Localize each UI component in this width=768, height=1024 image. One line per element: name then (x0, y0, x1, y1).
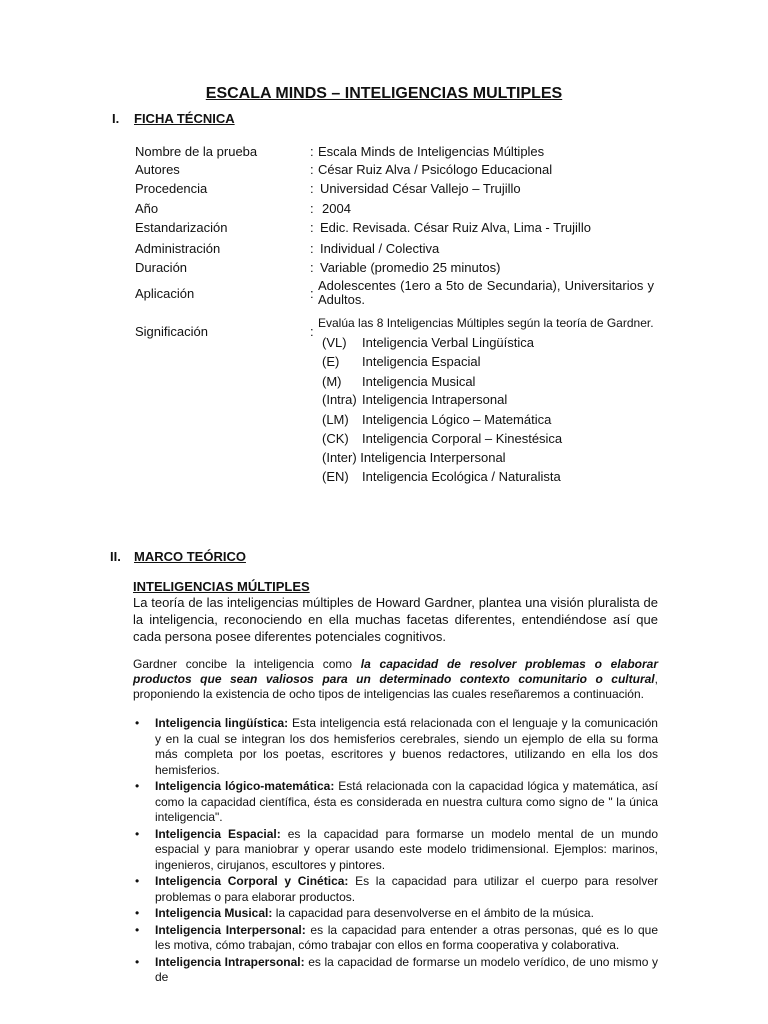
ficha-label: Estandarización (135, 220, 228, 235)
paragraph-intro: La teoría de las inteligencias múltiples de Howard Gardner, plantea una visión pluralista de la inteligencia, reconociendo en ella muchas facetas diferentes, entendiéndose así que cada persona posee diferentes potenciales cognitivos. (133, 595, 658, 644)
list-item (133, 716, 658, 778)
intelligence-item (322, 412, 551, 427)
ficha-label: Procedencia (135, 181, 208, 196)
intelligence-name: Inteligencia Intrapersonal (362, 392, 508, 407)
intelligence-item (322, 354, 481, 369)
subheading: INTELIGENCIAS MÚLTIPLES (133, 579, 310, 594)
section-marco-teorico-heading (110, 549, 246, 564)
section-number: I. (112, 111, 120, 126)
list-item-term: Inteligencia Interpersonal: (155, 922, 306, 937)
intelligence-name: Inteligencia Interpersonal (360, 450, 506, 465)
intelligence-item (322, 450, 506, 465)
ficha-label: Administración (135, 241, 221, 256)
paragraph-text: , proponiendo la existencia de ocho tipos de inteligencias las cuales reseñaremos a continuación. (133, 672, 658, 701)
ficha-value: Adolescentes (1ero a 5to de Secundaria), Universitarios y Adultos. (318, 278, 654, 307)
ficha-colon: : (310, 181, 314, 196)
bullet-icon: • (135, 826, 140, 841)
ficha-value: 2004 (322, 201, 351, 216)
paragraph-emphasis: la capacidad de resolver problemas o elaborar productos que sean valiosos para un determinado contexto comunitario o cultural (133, 657, 658, 686)
list-item-term: Inteligencia Intrapersonal: (155, 954, 305, 969)
ficha-value: Evalúa las 8 Inteligencias Múltiples según la teoría de Gardner. (318, 316, 654, 330)
ficha-value: Escala Minds de Inteligencias Múltiples (318, 144, 545, 159)
intelligence-item (322, 469, 561, 484)
list-item-term: Inteligencia Espacial: (155, 826, 281, 841)
intelligence-abbr: (CK) (322, 431, 349, 446)
ficha-colon: : (310, 241, 314, 256)
list-item-text: es la capacidad para entender a otras personas, qué es lo que les motiva, cómo trabajan, cómo trabajar con ellos en forma cooperativa y colaborativa. (155, 922, 659, 952)
list-item-text: Es la capacidad para utilizar el cuerpo para resolver problemas o para elaborar productos. (155, 874, 659, 904)
intelligence-abbr: (VL) (322, 335, 347, 350)
bullet-icon: • (135, 922, 140, 937)
ficha-label: Significación (135, 324, 208, 339)
bullet-icon: • (135, 716, 140, 730)
ficha-colon: : (310, 324, 314, 339)
section-label: MARCO TEÓRICO (134, 549, 246, 564)
document-title: ESCALA MINDS – INTELIGENCIAS MULTIPLES (205, 85, 563, 102)
paragraph-text: Gardner concibe la inteligencia como (133, 657, 361, 671)
intelligence-name: Inteligencia Corporal – Kinestésica (362, 431, 563, 446)
section-number: II. (110, 549, 121, 564)
intelligence-item (322, 374, 475, 389)
list-item (133, 923, 658, 954)
list-item-text: Está relacionada con la capacidad lógica y matemática, así como la capacidad científica, ésta es considerada en nuestra cultura como signo de " la única inteligencia". (155, 779, 658, 824)
ficha-value: Edic. Revisada. César Ruiz Alva, Lima - Trujillo (320, 220, 591, 235)
bullet-icon: • (135, 954, 140, 969)
intelligence-item (322, 431, 562, 446)
list-item-text: es la capacidad para formarse un modelo mental de un mundo espacial y para maniobrar y operar usando este modelo tridimensional. Ejemplos: marinos, ingenieros, cirujanos, escultores y pintores. (155, 826, 658, 872)
ficha-label: Duración (135, 260, 188, 275)
list-item (133, 874, 658, 905)
intelligence-definitions-list (133, 716, 658, 987)
intelligence-name: Inteligencia Lógico – Matemática (362, 412, 552, 427)
list-item-text: Esta inteligencia está relacionada con el lenguaje y la comunicación y en la cual se integran los dos hemisferios cerebrales, siendo un ejemplo de ella su forma más completa por los poetas, escritores y buenos redactores, utilizando en ella los dos hemisferios. (155, 716, 658, 777)
ficha-value: César Ruiz Alva / Psicólogo Educacional (318, 162, 553, 177)
ficha-value: Individual / Colectiva (320, 241, 440, 256)
list-item (133, 827, 658, 874)
ficha-label: Nombre de la prueba (135, 144, 258, 159)
intelligence-abbr: (E) (322, 354, 340, 369)
ficha-colon: : (310, 260, 314, 275)
ficha-colon: : (310, 201, 314, 216)
list-item (133, 779, 658, 826)
ficha-value: Universidad César Vallejo – Trujillo (320, 181, 521, 196)
intelligence-name: Inteligencia Ecológica / Naturalista (362, 469, 561, 484)
ficha-colon: : (310, 286, 314, 301)
intelligence-item (322, 335, 534, 350)
intelligence-abbr: (M) (322, 374, 342, 389)
ficha-colon: : (310, 162, 314, 177)
bullet-icon: • (135, 906, 140, 920)
list-item-text: la capacidad para desenvolverse en el ámbito de la música. (272, 906, 594, 920)
ficha-colon: : (310, 144, 314, 159)
intelligence-name: Inteligencia Espacial (362, 354, 481, 369)
ficha-label: Año (135, 201, 159, 216)
list-item-term: Inteligencia Musical: (155, 906, 273, 920)
list-item (133, 906, 658, 922)
list-item-term: Inteligencia lógico-matemática: (155, 779, 335, 793)
section-ficha-tecnica-heading (112, 111, 235, 126)
intelligence-item (322, 392, 507, 407)
paragraph-gardner (133, 657, 658, 702)
list-item-text: es la capacidad de formarse un modelo verídico, de uno mismo y de (155, 954, 658, 984)
intelligence-abbr: (Inter) (322, 450, 357, 465)
intelligence-abbr: (EN) (322, 469, 349, 484)
list-item (133, 955, 658, 986)
ficha-label: Autores (135, 162, 180, 177)
list-item-term: Inteligencia lingüística: (155, 716, 289, 730)
list-item-term: Inteligencia Corporal y Cinética: (155, 874, 349, 888)
intelligence-abbr: (LM) (322, 412, 349, 427)
ficha-label: Aplicación (135, 286, 195, 301)
ficha-colon: : (310, 220, 314, 235)
ficha-value: Variable (promedio 25 minutos) (320, 260, 501, 275)
bullet-icon: • (135, 874, 140, 888)
intelligence-abbr: (Intra) (322, 392, 357, 407)
intelligence-name: Inteligencia Verbal Lingüística (362, 335, 535, 350)
intelligence-name: Inteligencia Musical (362, 374, 476, 389)
section-label: FICHA TÉCNICA (134, 111, 235, 126)
bullet-icon: • (135, 779, 140, 793)
